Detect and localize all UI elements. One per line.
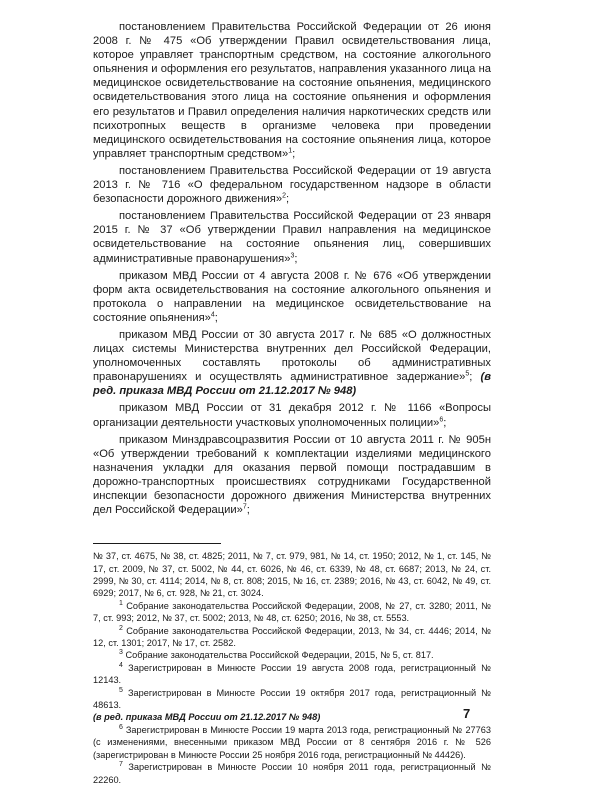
- document-page: [93, 20, 491, 786]
- footnote-ref-1: 1: [288, 147, 293, 155]
- paragraph-2: постановлением Правительства Российской Федерации от 19 августа 2013 г. № 716 «О федеральном государственном надзоре в области безопасности дорожного движения»$^2$;: [93, 164, 491, 206]
- main-text: [93, 20, 491, 517]
- paragraph-3: постановлением Правительства Российской Федерации от 23 января 2015 г. № 37 «Об утверждении Правил направления на медицинское освидетельствование на состояние опьянения лиц, совершивших административные правонарушения»$^3$;: [93, 210, 491, 265]
- paragraph-1: постановлением Правительства Российской Федерации от 26 июня 2008 г. № 475 «Об утверждении Правил освидетельствования лица, которое управляет транспортным средством, на состояние алкогольного опьянения и оформления его результатов, направления указанного лица на медицинское освидетельствование на состояние опьянения, медицинского освидетельствования этого лица на состояние опьянения и оформления его результатов и Правил определения наличия наркотических средств или психотропных веществ в организме человека при проведении медицинского освидетельствования на состояние опьянения лица, которое управляет транспортным средством»$^1$;: [93, 21, 491, 160]
- paragraph-7: приказом Минздравсоцразвития России от 10 августа 2011 г. № 905н «Об утверждении требований к комплектации изделиями медицинского назначения укладки для оказания первой помощи пострадавшим в дорожно-транспортных происшествиях сотрудниками Государственной инспекции безопасности дорожного движения Министерства внутренних дел Российской Федерации»$^7$;: [93, 433, 491, 517]
- footnote-ref-4: 4: [210, 311, 215, 319]
- footnote-divider: [93, 543, 221, 544]
- footnote-ref-2: 2: [282, 192, 286, 200]
- footnote-5: $^5$ Зарегистрирован в Минюсте России 19 октября 2017 года, регистрационный № 48613.: [93, 686, 491, 711]
- footnote-6: $^6$ Зарегистрирован в Минюсте России 19 марта 2013 года, регистрационный № 27763 (с изменениями, внесенными приказом МВД России от 8 сентября 2016 г. № 526 (зарегистрирован в Минюсте России 25 ноября 2016 года, регистрационный № 44426).: [93, 723, 491, 760]
- footnote-5-edition: (в ред. приказа МВД России от 21.12.2017 № 948): [93, 712, 321, 723]
- page-number: 7: [463, 706, 471, 721]
- footnote-ref-6: 6: [439, 415, 444, 423]
- footnote-ref-7: 7: [242, 503, 247, 511]
- paragraph-5: приказом МВД России от 30 августа 2017 г. № 685 «О должностных лицах системы Министерства внутренних дел Российской Федерации, уполномоченных составлять протоколы об административных правонарушениях и осуществлять административное задержание»$^5$; (в ред. приказа МВД России от 21.12.2017 № 948): [93, 328, 492, 398]
- footnote-3: $^3$ Собрание законодательства Российской Федерации, 2015, № 5, ст. 817.: [119, 649, 434, 661]
- footnote-4: $^4$ Зарегистрирован в Минюсте России 19 августа 2008 года, регистрационный № 12143.: [93, 661, 491, 686]
- paragraph-6: приказом МВД России от 31 декабря 2012 г. № 1166 «Вопросы организации деятельности участковых уполномоченных полиции»$^6$;: [93, 402, 491, 429]
- paragraph-4: приказом МВД России от 4 августа 2008 г. № 676 «Об утверждении форм акта освидетельствования на состояние алкогольного опьянения и протокола о направлении на медицинское освидетельствование на состояние опьянения»$^4$;: [93, 269, 491, 324]
- footnotes: [93, 550, 491, 786]
- footnote-7: $^7$ Зарегистрирован в Минюсте России 10 ноября 2011 года, регистрационный № 22260.: [93, 761, 491, 785]
- footnote-ref-5: 5: [465, 370, 470, 378]
- footnote-2: $^2$ Собрание законодательства Российской Федерации, 2013, № 34, ст. 4446; 2014, № 12, ст. 1301; 2017, № 17, ст. 2582.: [93, 624, 491, 649]
- footnote-ref-3: 3: [290, 251, 295, 259]
- edition-note: (в ред. приказа МВД России от 21.12.2017 № 948): [93, 371, 492, 398]
- footnote-continuation: № 37, ст. 4675, № 38, ст. 4825; 2011, № 7, ст. 979, 981, № 14, ст. 1950; 2012, № 1, ст. 145, № 17, ст. 2009, № 37, ст. 5002, № 44, ст. 6026, № 46, ст. 6339, № 48, ст. 6687; 2013, № 24, ст. 2999, № 30, ст. 4114; 2014, № 8, ст. 808; 2015, № 16, ст. 2389; 2016, № 43, ст. 6042, № 49, ст. 6929; 2017, № 6, ст. 928, № 21, ст. 3024.: [93, 551, 491, 599]
- footnote-1: $^1$ Собрание законодательства Российской Федерации, 2008, № 27, ст. 3280; 2011, № 7, ст. 993; 2012, № 37, ст. 5002; 2013, № 48, ст. 6250; 2016, № 38, ст. 5553.: [93, 599, 491, 624]
